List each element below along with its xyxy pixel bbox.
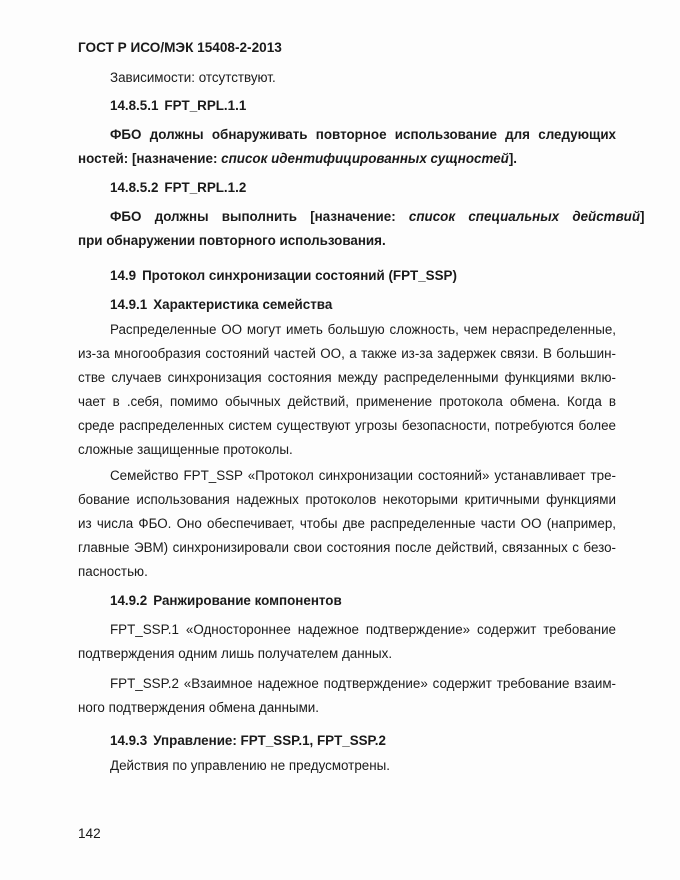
section-title: FPT_RPL.1.1 [164, 98, 247, 113]
section-number: 14.8.5.1 [110, 98, 159, 113]
section-number: 14.9.3 [110, 733, 148, 748]
paragraph-line: главные ЭВМ) синхронизировали свои состояния после действий, связанных с безо- [78, 540, 616, 555]
paragraph-line: бование использования надежных протоколов некоторыми критичными функциями [78, 492, 616, 507]
paragraph-line: FPT_SSP.1 «Одностороннее надежное подтверждение» содержит требование [110, 622, 616, 637]
paragraph-line: чает в .себя, помимо обычных действий, применение протокола обмена. Когда в [78, 394, 616, 409]
text-run: ФБО должны выполнить [назначение: [110, 209, 409, 224]
italic-assignment: список специальных действий [408, 209, 641, 224]
page-number: 142 [78, 826, 101, 841]
paragraph-line: пасностью. [78, 564, 148, 579]
paragraph-line: сложные защищенные протоколы. [78, 442, 293, 457]
paragraph-line: Распределенные ОО могут иметь большую сложность, чем нераспределенные, [110, 322, 616, 337]
paragraph-line: FPT_SSP.2 «Взаимное надежное подтверждение» содержит требование взаим- [110, 676, 616, 691]
section-heading-14-9-1 [110, 297, 616, 313]
section-number: 14.9 [110, 268, 137, 283]
paragraph-line [110, 209, 645, 225]
text-run: ]. [508, 151, 518, 166]
section-number: 14.8.5.2 [110, 180, 159, 195]
paragraph-line: из числа ФБО. Оно обеспечивает, чтобы две распределенные части ОО (например, [78, 516, 616, 531]
section-title: FPT_RPL.1.2 [164, 180, 247, 195]
text-run: ] [640, 209, 645, 224]
paragraph-line: ФБО должны обнаруживать повторное использование для следующих [110, 127, 616, 142]
section-title: Управление: FPT_SSP.1, FPT_SSP.2 [153, 733, 386, 748]
section-heading-14-9-2 [110, 593, 616, 609]
section-number: 14.9.2 [110, 593, 148, 608]
page-header: ГОСТ Р ИСО/МЭК 15408-2-2013 [78, 40, 282, 55]
paragraph-line [78, 151, 616, 167]
section-title: Ранжирование компонентов [153, 593, 342, 608]
paragraph-line: подтверждения одним лишь получателем данных. [78, 646, 393, 661]
paragraph-line: Семейство FPT_SSP «Протокол синхронизации состояний» устанавливает тре- [110, 468, 616, 483]
section-heading-14-9-3 [110, 733, 616, 749]
paragraph-line: среде распределенных систем существуют угрозы безопасности, потребуются более [78, 418, 616, 433]
italic-assignment: список идентифицированных сущностей [221, 151, 509, 166]
section-title: Протокол синхронизации состояний (FPT_SSP) [142, 268, 457, 283]
section-heading-14-8-5-2 [110, 180, 616, 196]
text-run: ностей: [назначение: [78, 151, 222, 166]
paragraph-line: Действия по управлению не предусмотрены. [110, 758, 390, 773]
section-heading-14-8-5-1 [110, 98, 616, 114]
dependencies-text: Зависимости: отсутствуют. [110, 70, 276, 85]
paragraph-line: из-за многообразия состояний частей ОО, а также из-за задержек связи. В большин- [78, 346, 616, 361]
paragraph-line: при обнаружении повторного использования. [78, 233, 386, 248]
section-number: 14.9.1 [110, 297, 148, 312]
section-heading-14-9 [110, 268, 616, 284]
paragraph-line: ного подтверждения обмена данными. [78, 700, 319, 715]
section-title: Характеристика семейства [153, 297, 333, 312]
paragraph-line: стве случаев синхронизация состояния между распределенными функциями вклю- [78, 370, 616, 385]
